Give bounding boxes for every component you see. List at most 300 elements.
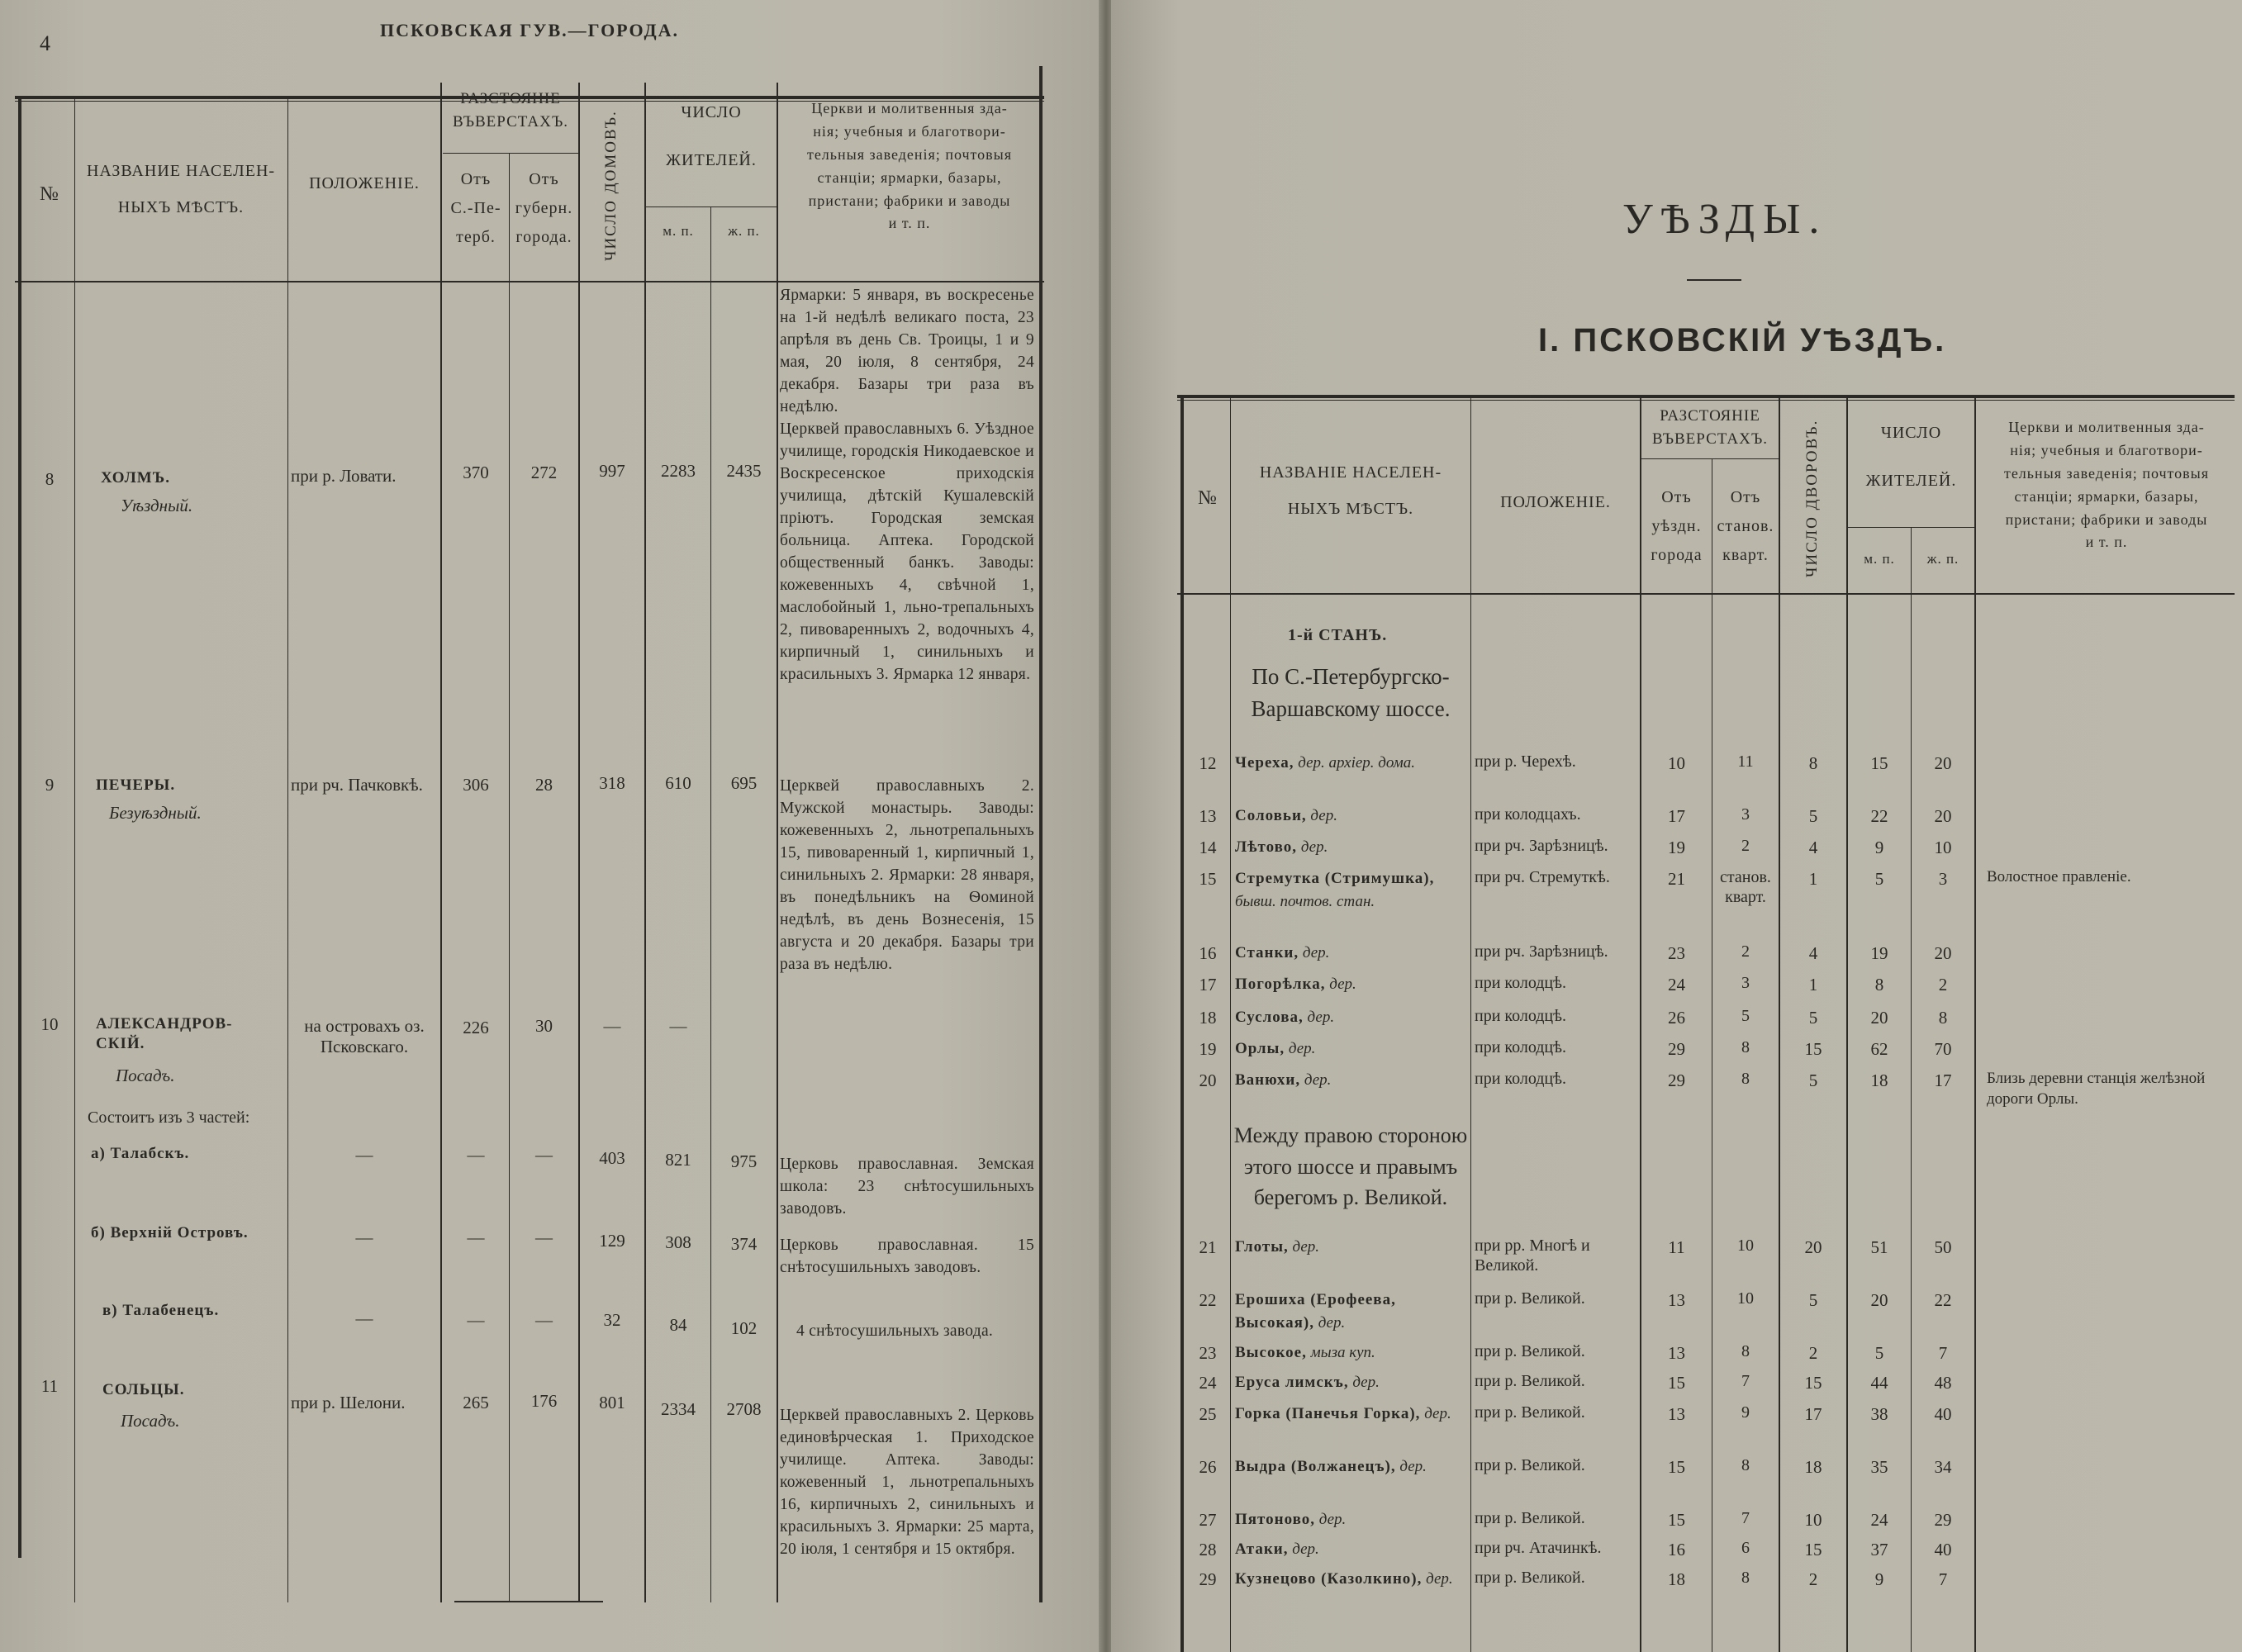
male: 8 xyxy=(1874,975,1884,995)
dist-uezd: 13 xyxy=(1668,1404,1685,1424)
female: 10 xyxy=(1934,838,1952,857)
dist-uezd: 24 xyxy=(1668,975,1685,995)
col-line xyxy=(287,99,288,1602)
male: 2283 xyxy=(661,461,696,481)
place-entry xyxy=(1235,1069,1468,1092)
dist-uezd: 18 xyxy=(1668,1569,1685,1589)
place-entry xyxy=(1235,1037,1468,1061)
row-num: 15 xyxy=(1199,869,1217,889)
male: 20 xyxy=(1870,1008,1888,1028)
header-female: ж. п. xyxy=(1926,551,1959,567)
place-entry xyxy=(1235,1289,1468,1334)
houses: 1 xyxy=(1808,975,1818,995)
place-name: Череха, xyxy=(1235,754,1294,771)
place-name: Ерошиха (Ерофеева, Высокая), xyxy=(1235,1291,1396,1332)
header-dist-stan: Отъ станов. кварт. xyxy=(1717,488,1774,564)
place-type: дер. xyxy=(1399,1458,1427,1475)
female: 2 xyxy=(1938,975,1948,995)
dist-stan: 3 xyxy=(1741,974,1750,992)
male: 18 xyxy=(1870,1070,1888,1090)
place-entry xyxy=(1235,752,1468,775)
col-line xyxy=(74,99,75,1602)
place-name: ПЕЧЕРЫ. xyxy=(96,776,176,794)
dist-spb: 265 xyxy=(463,1393,489,1412)
female: 695 xyxy=(730,773,758,793)
notes: Ярмарки: 5 января, въ воскресенье на 1-й недѣлѣ великаго поста, 23 апрѣля въ день Св. Троицы, 1 и 9 мая, 20 іюля, 8 сентября, 24 декабря. Базары три раза въ недѣлю. Церквей православныхъ 6. Уѣздное училище, городскія Никодаевское и Воскресенское приходскія училища, дѣтскій Кушалевскій пріютъ. Городская земская больница. Аптека. Городской общественный банкъ. Заводы: кожевенныхъ 4, свѣчной 1, маслобойный 1, льно-трепальныхъ 2, пивоваренныхъ 2, водочныхъ 4, кирпичный 1, синильныхъ и красильныхъ 3. Ярмарка 12 января. xyxy=(780,287,1034,683)
position: при колодцѣ. xyxy=(1475,1070,1566,1088)
header-female: ж. п. xyxy=(728,223,760,239)
header-num: № xyxy=(1198,487,1218,509)
bottom-short-rule xyxy=(454,1601,603,1602)
dist-uezd: 15 xyxy=(1668,1457,1685,1477)
header-name: НАЗВАНІЕ НАСЕЛЕН- НЫХЪ МѢСТЪ. xyxy=(1259,463,1442,518)
row-num: 8 xyxy=(45,469,55,489)
position: при рч. Стремуткѣ. xyxy=(1475,868,1610,886)
dist-stan: 10 xyxy=(1737,1237,1754,1255)
uezd-title: I. ПСКОВСКІЙ УѢЗДЪ. xyxy=(1538,322,1947,358)
dist-gub: 176 xyxy=(530,1391,558,1411)
female: 48 xyxy=(1934,1373,1952,1393)
male: 9 xyxy=(1874,838,1884,857)
male: 610 xyxy=(665,773,691,793)
row-num: 29 xyxy=(1199,1569,1217,1589)
female: 20 xyxy=(1934,753,1952,773)
male: 19 xyxy=(1870,943,1888,963)
section-heading: Между правою стороною этого шоссе и правымъ берегомъ р. Великой. xyxy=(1233,1123,1468,1210)
position: — xyxy=(355,1145,373,1165)
place-entry xyxy=(1235,1341,1468,1365)
dist-stan: 2 xyxy=(1741,942,1750,961)
section-heading: По С.-Петербургско- Варшавскому шоссе. xyxy=(1251,664,1451,722)
header-num: № xyxy=(40,183,59,205)
place-entry xyxy=(1235,973,1468,996)
male: 51 xyxy=(1870,1237,1888,1257)
place-type: дер. xyxy=(1352,1374,1380,1391)
row-num: 14 xyxy=(1199,838,1217,857)
row-num: 18 xyxy=(1199,1008,1217,1028)
place-entry xyxy=(1235,1508,1468,1531)
table-left-border xyxy=(1180,395,1184,1652)
houses: 5 xyxy=(1808,806,1818,826)
male: 44 xyxy=(1870,1373,1888,1393)
dist-gub: — xyxy=(535,1145,553,1165)
place-type: Безуѣздный. xyxy=(109,803,202,823)
dist-uezd: 23 xyxy=(1668,943,1685,963)
header-distance: РАЗСТОЯНІЕ ВЪВЕРСТАХЪ. xyxy=(452,90,569,131)
notes: Церковь православная. 15 снѣтосушильныхъ заводовъ. xyxy=(780,1237,1034,1276)
table-top-rule xyxy=(1177,395,2235,398)
row-num: 16 xyxy=(1199,943,1217,963)
row-num: 11 xyxy=(40,1376,59,1396)
dist-stan: 8 xyxy=(1741,1070,1750,1088)
female: 7 xyxy=(1938,1569,1948,1589)
header-position: ПОЛОЖЕНІЕ. xyxy=(1500,493,1611,511)
place-entry xyxy=(1235,1568,1468,1591)
houses: 5 xyxy=(1808,1008,1818,1028)
dist-stan: 11 xyxy=(1737,752,1754,771)
position: при рч. Пачковкѣ. xyxy=(291,775,423,795)
female: 50 xyxy=(1934,1237,1952,1257)
dist-stan: 8 xyxy=(1741,1038,1750,1056)
place-type: дер. xyxy=(1292,1238,1320,1256)
header-dist-gub: Отъ губерн. города. xyxy=(515,170,573,246)
dist-gub: 30 xyxy=(535,1016,553,1036)
notes: Близь деревни станція желѣзной дороги Орлы. xyxy=(1987,1070,2206,1108)
dist-spb: — xyxy=(467,1227,485,1247)
header-houses: ЧИСЛО ДОМОВЪ. xyxy=(602,110,620,261)
dist-spb: 306 xyxy=(463,775,489,795)
female: 2435 xyxy=(726,461,762,481)
place-name: Орлы, xyxy=(1235,1040,1285,1057)
col-line xyxy=(1230,398,1231,1652)
col-line xyxy=(710,206,711,1602)
female: 17 xyxy=(1934,1070,1952,1090)
place-entry xyxy=(1235,805,1468,828)
male: 15 xyxy=(1870,753,1888,773)
col-line xyxy=(777,83,778,1602)
header-inhabitants: ЧИСЛО ЖИТЕЛЕЙ. xyxy=(1865,424,1957,490)
header-dist-uezd: Отъ уѣздн. города xyxy=(1651,488,1703,564)
dist-uezd: 17 xyxy=(1668,806,1685,826)
place-name: Стремутка (Стримушка), xyxy=(1235,870,1435,887)
female: 29 xyxy=(1934,1510,1952,1530)
place-name: Соловьи, xyxy=(1235,807,1307,824)
place-type: бывш. почтов. стан. xyxy=(1235,892,1375,910)
row-num: 25 xyxy=(1199,1404,1217,1424)
place-entry xyxy=(1235,867,1468,913)
notes: 4 снѣтосушильныхъ завода. xyxy=(796,1322,994,1340)
female: 8 xyxy=(1938,1008,1948,1028)
row-num: 10 xyxy=(40,1014,59,1034)
place-entry xyxy=(1235,1403,1468,1426)
place-name: Горка (Панечья Горка), xyxy=(1235,1405,1421,1422)
dist-uezd: 15 xyxy=(1668,1510,1685,1530)
houses: 10 xyxy=(1804,1510,1822,1530)
houses: 15 xyxy=(1804,1540,1822,1559)
place-entry xyxy=(1235,1455,1468,1479)
place-entry xyxy=(1235,1538,1468,1561)
male: 84 xyxy=(669,1315,687,1335)
header-inhabitants: ЧИСЛО ЖИТЕЛЕЙ. xyxy=(666,103,757,169)
houses: 18 xyxy=(1804,1457,1822,1477)
place-type: дер. xyxy=(1318,1511,1347,1528)
dist-stan: 3 xyxy=(1741,805,1750,824)
dist-uezd: 16 xyxy=(1668,1540,1685,1559)
female: 975 xyxy=(730,1151,758,1171)
houses: 5 xyxy=(1808,1290,1818,1310)
place-type: дер. xyxy=(1300,838,1328,856)
dist-uezd: 26 xyxy=(1668,1008,1685,1028)
place-type: дер. архіер. дома. xyxy=(1298,754,1416,771)
male: 35 xyxy=(1870,1457,1888,1477)
female: 34 xyxy=(1934,1457,1952,1477)
notes: Церквей православныхъ 2. Мужской монастырь. Заводы: кожевенныхъ 2, льнотрепальныхъ 15, пивоваренный 1, кирпичный 1, синильныхъ 2. Ярмарки: 28 января, въ понедѣльникъ на Ѳоминой недѣлѣ, въ день Вознесенія, 15 августа и 20 декабря. Базары три раза въ недѣлю. xyxy=(780,777,1034,973)
dist-gub: 28 xyxy=(535,775,553,795)
place-type: дер. xyxy=(1292,1540,1319,1558)
right-page xyxy=(1111,0,2242,1652)
dist-uezd: 13 xyxy=(1668,1290,1685,1310)
place-type: Посадъ. xyxy=(121,1411,180,1431)
dist-spb: 226 xyxy=(463,1018,489,1037)
male: 62 xyxy=(1870,1039,1888,1059)
place-type: дер. xyxy=(1307,1009,1335,1026)
dist-uezd: 10 xyxy=(1668,753,1685,773)
place-name: б) Верхній Островъ. xyxy=(91,1224,249,1241)
position: при р. Великой. xyxy=(1475,1289,1585,1308)
header-notes: Церкви и молитвенныя зда- нія; учебныя и благотвори- тельныя заведенія; почтовыя станціи; ярмарки, базары, пристани; фабрики и заводы и т. п. xyxy=(806,100,1013,232)
page-number: 4 xyxy=(40,31,50,55)
place-name: Суслова, xyxy=(1235,1009,1304,1026)
position: при рр. Многѣ и Великой. xyxy=(1475,1237,1590,1275)
dist-uezd: 11 xyxy=(1668,1237,1685,1257)
dist-stan: станов. кварт. xyxy=(1720,868,1771,906)
dist-stan: 6 xyxy=(1741,1539,1750,1557)
place-type: дер. xyxy=(1329,976,1356,993)
houses: 403 xyxy=(599,1148,625,1168)
female: 40 xyxy=(1934,1540,1952,1559)
dist-stan: 8 xyxy=(1741,1456,1750,1474)
position: при колодцахъ. xyxy=(1475,805,1581,824)
position: при р. Великой. xyxy=(1475,1509,1585,1527)
header-dist-spb: Отъ С.-Пе- терб. xyxy=(450,170,501,246)
dist-spb: 370 xyxy=(463,463,489,482)
female: 20 xyxy=(1934,943,1952,963)
header-notes: Церкви и молитвенныя зда- нія; учебныя и благотвори- тельныя заведенія; почтовыя станціи; ярмарки, базары, пристани; фабрики и заводы и т. п. xyxy=(2003,419,2210,551)
place-name: в) Талабенецъ. xyxy=(102,1302,220,1319)
position: при р. Великой. xyxy=(1475,1372,1585,1390)
place-name: СОЛЬЦЫ. xyxy=(102,1381,185,1398)
male: 9 xyxy=(1874,1569,1884,1589)
row-num: 17 xyxy=(1199,975,1217,995)
male: 22 xyxy=(1870,806,1888,826)
place-type: Уѣздный. xyxy=(121,496,193,515)
header-male: м. п. xyxy=(1864,551,1895,567)
position: при колодцѣ. xyxy=(1475,1007,1566,1025)
male: 24 xyxy=(1870,1510,1888,1530)
place-name: а) Талабскъ. xyxy=(91,1145,190,1162)
place-name: Выдра (Волжанецъ), xyxy=(1235,1458,1396,1475)
row-num: 28 xyxy=(1199,1540,1217,1559)
dist-uezd: 19 xyxy=(1668,838,1685,857)
position: — xyxy=(355,1227,373,1247)
position: при рч. Зарѣзницѣ. xyxy=(1475,837,1608,855)
place-type: дер. xyxy=(1302,944,1330,961)
row-num: 20 xyxy=(1199,1070,1217,1090)
position: — xyxy=(355,1308,373,1328)
male: 308 xyxy=(665,1232,691,1252)
houses: 8 xyxy=(1808,753,1818,773)
dist-uezd: 13 xyxy=(1668,1343,1685,1363)
position: при р. Великой. xyxy=(1475,1403,1585,1422)
place-entry xyxy=(1235,942,1468,965)
houses: 4 xyxy=(1808,943,1818,963)
dist-gub: 272 xyxy=(530,463,558,482)
position: при колодцѣ. xyxy=(1475,1038,1566,1056)
table-left-border xyxy=(18,96,21,1558)
row-num: 19 xyxy=(1199,1039,1217,1059)
place-type: дер. xyxy=(1288,1040,1316,1057)
houses: 15 xyxy=(1804,1373,1822,1393)
position: на островахъ оз. Псковскаго. xyxy=(304,1016,425,1057)
col-line xyxy=(440,83,442,1602)
place-type: Посадъ. xyxy=(116,1066,175,1085)
place-name: ХОЛМЪ. xyxy=(101,469,170,487)
row-num: 12 xyxy=(1199,753,1217,773)
section-title: УѢЗДЫ. xyxy=(1622,196,1828,243)
female: 7 xyxy=(1938,1343,1948,1363)
col-line xyxy=(578,83,580,1602)
col-line xyxy=(644,83,646,1602)
female: 20 xyxy=(1934,806,1952,826)
col-line xyxy=(1974,398,1976,1652)
place-type: дер. xyxy=(1318,1313,1346,1332)
title-divider xyxy=(1687,279,1741,281)
houses: 801 xyxy=(599,1393,625,1412)
place-name: Кузнецово (Казолкино), xyxy=(1235,1570,1423,1588)
place-type: дер. xyxy=(1310,807,1337,824)
place-entry xyxy=(1235,836,1468,859)
place-name: Пятоново, xyxy=(1235,1511,1315,1528)
houses: 15 xyxy=(1804,1039,1822,1059)
place-entry xyxy=(1235,1006,1468,1029)
position: при р. Великой. xyxy=(1475,1569,1585,1587)
place-name: Лѣтово, xyxy=(1235,838,1298,856)
houses: 1 xyxy=(1808,869,1818,889)
male: 821 xyxy=(665,1150,691,1170)
male: — xyxy=(669,1016,687,1036)
place-name: АЛЕКСАНДРОВ- СКІЙ. xyxy=(96,1015,233,1052)
dist-gub: — xyxy=(535,1310,553,1330)
dist-uezd: 29 xyxy=(1668,1070,1685,1090)
houses: 997 xyxy=(599,461,625,481)
male: 20 xyxy=(1870,1290,1888,1310)
place-type: дер. xyxy=(1424,1405,1451,1422)
position: при рч. Зарѣзницѣ. xyxy=(1475,942,1608,961)
female: 22 xyxy=(1934,1290,1952,1310)
subheader-rule xyxy=(1848,527,1974,528)
houses: 4 xyxy=(1808,838,1818,857)
dist-stan: 7 xyxy=(1741,1509,1750,1527)
subheader-rule xyxy=(1641,458,1779,459)
dist-stan: 7 xyxy=(1741,1372,1750,1390)
dist-stan: 5 xyxy=(1741,1007,1750,1025)
female: 40 xyxy=(1934,1404,1952,1424)
header-bottom-rule xyxy=(1177,593,2235,595)
header-bottom-rule xyxy=(15,281,1044,282)
female: 102 xyxy=(730,1318,758,1338)
position: при р. Великой. xyxy=(1475,1456,1585,1474)
houses: 2 xyxy=(1808,1569,1818,1589)
dist-uezd: 29 xyxy=(1668,1039,1685,1059)
col-line xyxy=(509,153,510,1602)
header-position: ПОЛОЖЕНІЕ. xyxy=(309,174,420,192)
dist-stan: 8 xyxy=(1741,1569,1750,1587)
notes: Волостное правленіе. xyxy=(1987,868,2131,885)
row-num: 24 xyxy=(1199,1373,1217,1393)
subheader-rule xyxy=(646,206,777,207)
stan-heading: 1-й СТАНЪ. xyxy=(1288,626,1388,644)
place-name: Атаки, xyxy=(1235,1540,1289,1558)
female: 70 xyxy=(1934,1039,1952,1059)
male: 38 xyxy=(1870,1404,1888,1424)
position: при р. Великой. xyxy=(1475,1342,1585,1360)
running-title: ПСКОВСКАЯ ГУВ.—ГОРОДА. xyxy=(380,20,680,40)
row-num: 26 xyxy=(1199,1457,1217,1477)
row-num: 21 xyxy=(1199,1237,1217,1257)
subheader-rule xyxy=(443,153,578,154)
table-top-rule-thin xyxy=(1177,400,2235,401)
place-name: Глоты, xyxy=(1235,1238,1289,1256)
male: 5 xyxy=(1874,1343,1884,1363)
place-entry xyxy=(1235,1371,1468,1394)
houses: 5 xyxy=(1808,1070,1818,1090)
header-male: м. п. xyxy=(663,223,694,239)
position: при р. Ловати. xyxy=(291,466,397,486)
header-distance: РАЗСТОЯНІЕ ВЪВЕРСТАХЪ. xyxy=(1651,407,1769,448)
dist-stan: 9 xyxy=(1741,1403,1750,1422)
houses: 318 xyxy=(599,773,625,793)
dist-uezd: 21 xyxy=(1668,869,1685,889)
row-num: 27 xyxy=(1199,1510,1217,1530)
place-type: дер. xyxy=(1426,1570,1453,1588)
place-entry xyxy=(1235,1236,1468,1259)
female: 3 xyxy=(1938,869,1948,889)
place-name: Высокое, xyxy=(1235,1344,1307,1361)
houses: — xyxy=(603,1016,621,1036)
houses: 20 xyxy=(1804,1237,1822,1257)
female: 374 xyxy=(730,1234,758,1254)
row-num: 9 xyxy=(45,775,55,795)
row-num: 23 xyxy=(1199,1343,1217,1363)
houses: 17 xyxy=(1804,1404,1822,1424)
place-name: Станки, xyxy=(1235,944,1299,961)
position: при р. Черехѣ. xyxy=(1475,752,1576,771)
dist-stan: 10 xyxy=(1737,1289,1754,1308)
place-name: Еруса лимскъ, xyxy=(1235,1374,1349,1391)
dist-stan: 2 xyxy=(1741,837,1750,855)
place-name: Погорѣлка, xyxy=(1235,976,1326,993)
col-line xyxy=(1470,398,1471,1652)
row-num: 22 xyxy=(1199,1290,1217,1310)
houses: 2 xyxy=(1808,1343,1818,1363)
header-name: НАЗВАНИЕ НАСЕЛЕН- НЫХЪ МѢСТЪ. xyxy=(86,162,276,216)
male: 2334 xyxy=(661,1399,696,1419)
table-right-border xyxy=(1039,66,1043,1602)
position: при рч. Атачинкѣ. xyxy=(1475,1539,1602,1557)
dist-uezd: 15 xyxy=(1668,1373,1685,1393)
houses: 32 xyxy=(603,1310,621,1330)
dist-spb: — xyxy=(467,1145,485,1165)
place-name: Ванюхи, xyxy=(1235,1071,1301,1089)
male: 5 xyxy=(1874,869,1884,889)
dist-gub: — xyxy=(535,1227,553,1247)
male: 37 xyxy=(1870,1540,1888,1559)
subparts-caption: Состоитъ изъ 3 частей: xyxy=(88,1108,250,1127)
female: 2708 xyxy=(726,1399,762,1419)
notes: Церквей православныхъ 2. Церковь единовѣрческая 1. Приходское училище. Аптека. Заводы: кожевенный 1, льнотрепальныхъ 16, кирпичныхъ 2, синильныхъ и красильныхъ 3. Ярмарки: 25 марта, 20 іюля, 1 сентября и 15 октября. xyxy=(780,1407,1034,1558)
dist-stan: 8 xyxy=(1741,1342,1750,1360)
houses: 129 xyxy=(599,1231,625,1251)
header-houses: ЧИСЛО ДВОРОВЪ. xyxy=(1803,419,1821,577)
row-num: 13 xyxy=(1199,806,1217,826)
notes: Церковь православная. Земская школа: 23 снѣтосушильныхъ заводовъ. xyxy=(780,1156,1034,1218)
place-type: мыза куп. xyxy=(1310,1344,1375,1361)
position: при колодцѣ. xyxy=(1475,974,1566,992)
position: при р. Шелони. xyxy=(291,1393,406,1412)
left-page xyxy=(0,0,1102,1652)
dist-spb: — xyxy=(467,1310,485,1330)
place-type: дер. xyxy=(1304,1071,1332,1089)
